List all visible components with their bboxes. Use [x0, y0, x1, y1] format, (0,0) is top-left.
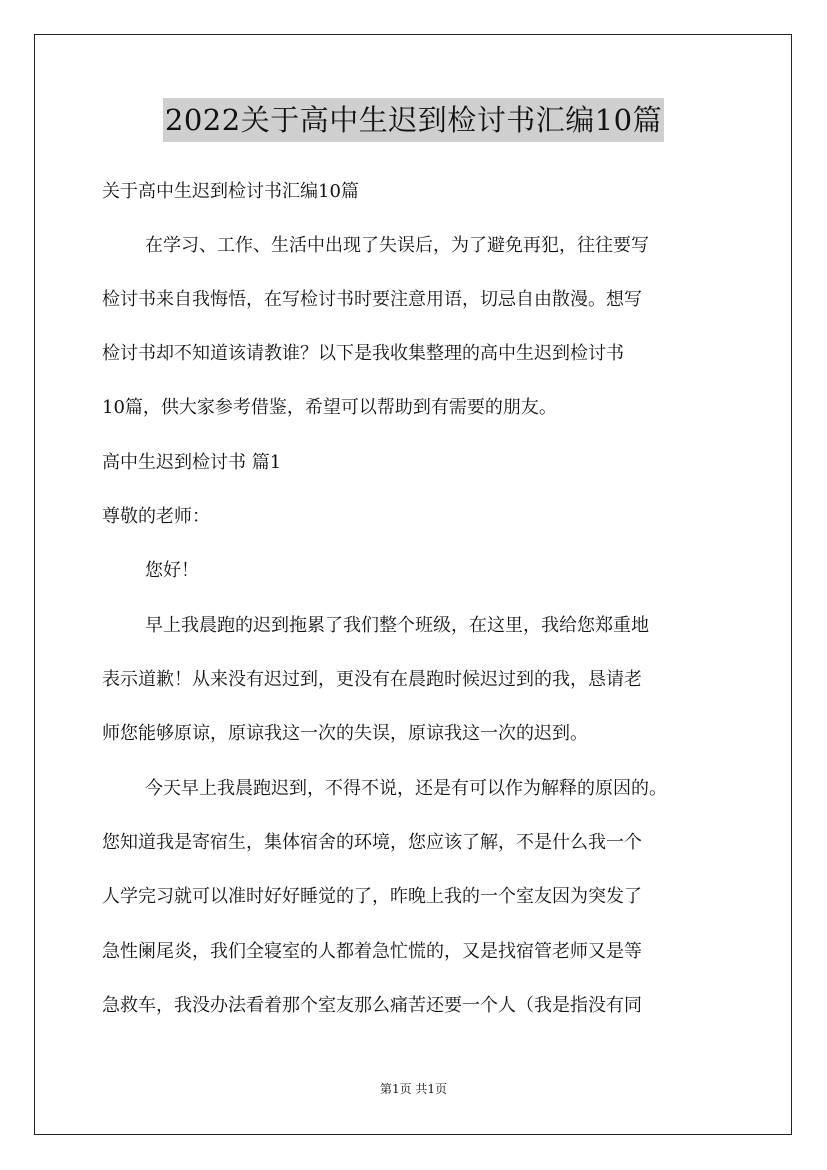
paragraph-line: 早上我晨跑的迟到拖累了我们整个班级，在这里，我给您郑重地 [145, 615, 649, 636]
intro-line: 10篇，供大家参考借鉴，希望可以帮助到有需要的朋友。 [102, 397, 557, 418]
greeting: 您好！ [145, 560, 199, 581]
document-title: 2022关于高中生迟到检讨书汇编10篇 [163, 98, 664, 142]
title-container [0, 98, 827, 142]
paragraph-line: 急救车，我没办法看着那个室友那么痛苦还要一个人（我是指没有同 [102, 995, 642, 1016]
paragraph-line: 人学完习就可以准时好好睡觉的了，昨晚上我的一个室友因为突发了 [102, 886, 642, 907]
paragraph-line: 师您能够原谅，原谅我这一次的失误，原谅我这一次的迟到。 [102, 723, 588, 744]
paragraph-line: 今天早上我晨跑迟到，不得不说，还是有可以作为解释的原因的。 [145, 778, 667, 799]
document-subtitle: 关于高中生迟到检讨书汇编10篇 [102, 181, 359, 202]
section-heading: 高中生迟到检讨书 篇1 [102, 452, 282, 473]
paragraph-line: 急性阑尾炎，我们全寝室的人都着急忙慌的，又是找宿管老师又是等 [102, 941, 642, 962]
page-footer: 第1页 共1页 [379, 1082, 448, 1096]
salutation: 尊敬的老师： [102, 506, 210, 527]
paragraph-line: 您知道我是寄宿生，集体宿舍的环境，您应该了解，不是什么我一个 [102, 832, 642, 853]
intro-line: 在学习、工作、生活中出现了失误后，为了避免再犯，往往要写 [145, 235, 649, 256]
intro-line: 检讨书却不知道该请教谁？以下是我收集整理的高中生迟到检讨书 [102, 343, 624, 364]
intro-line: 检讨书来自我悔悟，在写检讨书时要注意用语，切忌自由散漫。想写 [102, 289, 642, 310]
paragraph-line: 表示道歉！从来没有迟过到，更没有在晨跑时候迟过到的我，恳请老 [102, 669, 642, 690]
